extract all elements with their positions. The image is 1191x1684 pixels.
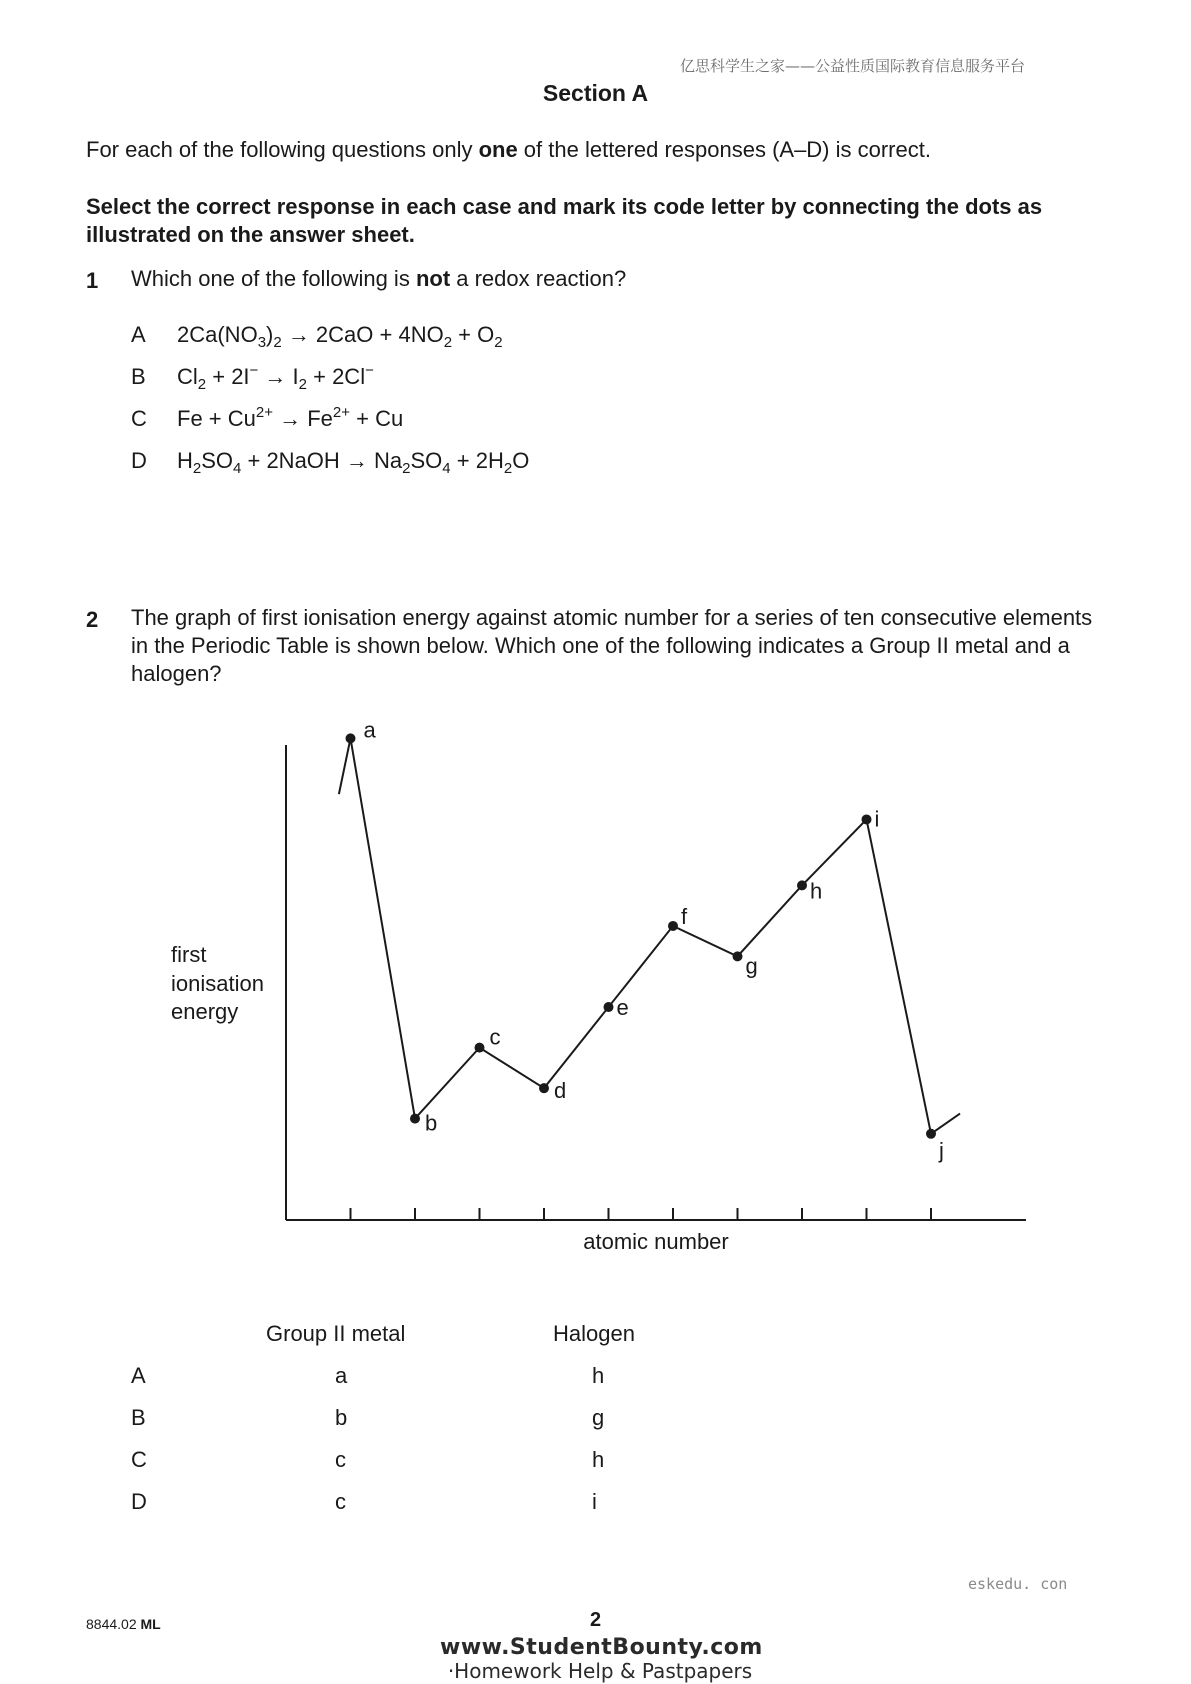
- question-2-number: 2: [86, 607, 99, 632]
- q1-text-pre: Which one of the following is: [131, 266, 416, 291]
- data-point-i: [862, 814, 872, 824]
- table-row-d-metal: c: [335, 1489, 346, 1514]
- q1-option-a-equation: $2Ca(NO_3)_2 \to 2CaO + 4NO_2 + O_2$: [177, 322, 503, 351]
- data-point-a: [346, 733, 356, 743]
- point-label-g: g: [745, 953, 758, 979]
- studentbounty-tagline: ·Homework Help & Pastpapers: [447, 1659, 753, 1683]
- data-points: [346, 733, 937, 1138]
- q1-text-post: a redox reaction?: [450, 266, 627, 291]
- data-point-b: [410, 1114, 420, 1124]
- data-point-g: [733, 951, 743, 961]
- table-row-c-metal: c: [335, 1447, 346, 1472]
- studentbounty-logo: [440, 1635, 763, 1683]
- data-point-c: [475, 1043, 485, 1053]
- instruction-bold-word: one: [478, 137, 518, 162]
- y-axis-label-line-1: first: [171, 942, 207, 967]
- paper-code-number: 8844.02: [86, 1616, 137, 1632]
- instruction-bold: Select the correct response in each case and mark its code letter by connecting the dots as illustrated on the answer sheet.: [86, 194, 1043, 247]
- table-row-d-letter: D: [131, 1489, 147, 1514]
- y-axis-label-line-3: energy: [171, 999, 239, 1024]
- point-label-c: c: [489, 1024, 501, 1050]
- data-point-h: [797, 880, 807, 890]
- q1-option-b-equation: $Cl_2 + 2I^- \to I_2 + 2Cl^-$: [177, 362, 374, 393]
- series-line: [339, 738, 960, 1133]
- watermark-header: 亿思科学生之家——公益性质国际教育信息服务平台: [680, 57, 1026, 75]
- q1-option-c-equation: $Fe + Cu^{2+} \to Fe^{2+} + Cu$: [177, 404, 404, 431]
- q1-option-b-letter: B: [131, 364, 146, 389]
- point-label-j: j: [939, 1137, 944, 1163]
- table-row-c-letter: C: [131, 1447, 147, 1472]
- table-row-b-halogen: g: [592, 1405, 605, 1430]
- instruction-post: of the lettered responses (A–D) is correct.: [517, 137, 931, 162]
- data-point-j: [926, 1129, 936, 1139]
- paper-code-suffix: ML: [140, 1616, 161, 1632]
- question-1-number: 1: [86, 268, 99, 293]
- table-row-d-halogen: i: [592, 1489, 597, 1514]
- chart-axes: [286, 745, 1026, 1220]
- question-2-text: The graph of first ionisation energy against atomic number for a series of ten consecutive elements in the Periodic Table is shown below. Which one of the following indicates a Group II metal and a halogen?: [131, 605, 1093, 686]
- x-axis-label: atomic number: [583, 1229, 729, 1254]
- point-label-i: i: [874, 806, 880, 832]
- point-label-d: d: [554, 1078, 567, 1104]
- table-header-halogen: Halogen: [553, 1321, 635, 1346]
- data-point-d: [539, 1083, 549, 1093]
- data-point-e: [604, 1002, 614, 1012]
- table-row-b-letter: B: [131, 1405, 146, 1430]
- data-point-f: [668, 921, 678, 931]
- table-row-a-halogen: h: [592, 1363, 605, 1388]
- q1-text-bold: not: [415, 266, 451, 291]
- instruction-pre: For each of the following questions only: [86, 137, 479, 162]
- section-title: Section A: [542, 80, 649, 106]
- point-label-e: e: [616, 995, 629, 1021]
- table-row-b-metal: b: [335, 1405, 348, 1430]
- q1-option-d-letter: D: [131, 448, 147, 473]
- table-row-a-metal: a: [335, 1363, 348, 1388]
- studentbounty-url: www.StudentBounty.com: [440, 1635, 763, 1660]
- point-label-b: b: [425, 1110, 438, 1136]
- q1-option-d-equation: $H_2SO_4$ + 2NaOH → $Na_2SO_4 + 2H_2O$: [177, 448, 530, 477]
- y-axis-label-line-2: ionisation: [171, 971, 264, 996]
- point-label-f: f: [681, 903, 688, 929]
- page-number: 2: [589, 1609, 602, 1631]
- table-row-a-letter: A: [131, 1363, 146, 1388]
- point-label-h: h: [810, 878, 823, 904]
- table-row-c-halogen: h: [592, 1447, 605, 1472]
- table-header-group-ii-metal: Group II metal: [266, 1321, 406, 1346]
- q1-option-c-letter: C: [131, 406, 147, 431]
- q1-option-a-letter: A: [131, 322, 146, 347]
- x-axis-ticks: [351, 1208, 932, 1220]
- ionisation-energy-series: [339, 738, 960, 1133]
- point-labels: [364, 717, 944, 1162]
- eskedu-watermark: eskedu. con: [968, 1575, 1068, 1593]
- point-label-a: a: [363, 717, 376, 743]
